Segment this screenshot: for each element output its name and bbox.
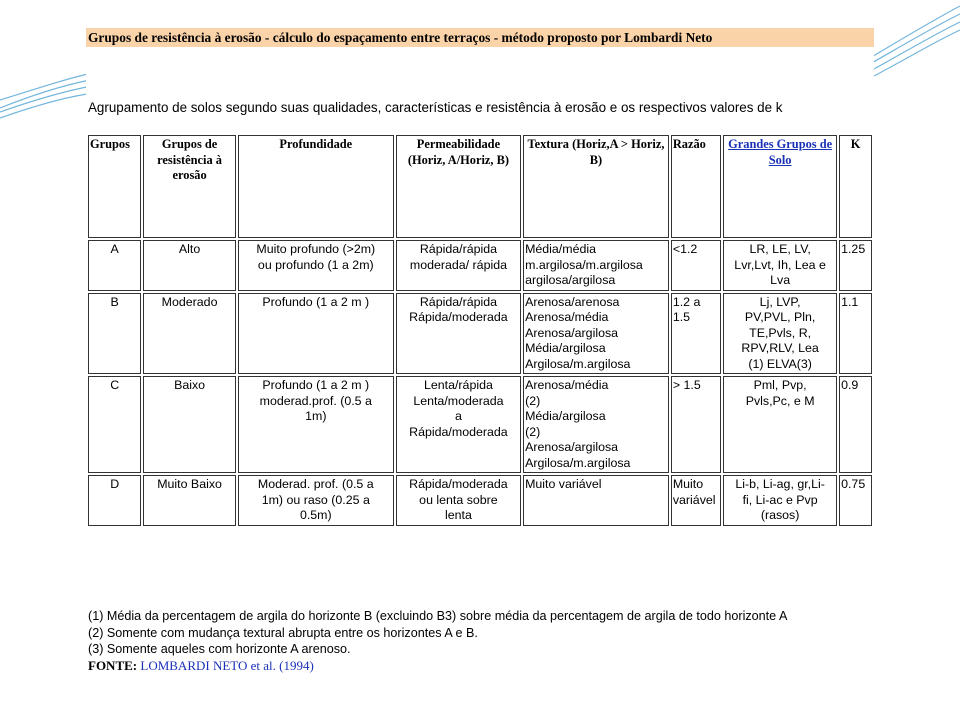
cell-permeabilidade bbox=[396, 240, 521, 291]
table-row bbox=[88, 475, 872, 526]
header-grandes-grupos bbox=[723, 135, 837, 238]
cell-razao-line: 1.5 bbox=[672, 310, 691, 324]
source-label: FONTE: bbox=[88, 657, 138, 673]
cell-textura-line: Muito variável bbox=[525, 477, 602, 491]
cell-k: 1.25 bbox=[839, 240, 872, 291]
cell-grandes-grupos-line: Li-b, Li-ag, gr,Li- bbox=[735, 477, 825, 491]
cell-profundidade-line: 1m) ou raso (0.25 a bbox=[261, 492, 370, 507]
cell-permeabilidade-line: Lenta/moderada bbox=[413, 393, 504, 408]
header-textura: Textura (Horiz,A > Horiz, B) bbox=[523, 135, 669, 238]
cell-resistencia: Baixo bbox=[143, 376, 235, 473]
header-k: K bbox=[839, 135, 872, 238]
cell-grandes-grupos-line: TE,Pvls, R, bbox=[749, 325, 812, 340]
cell-profundidade bbox=[238, 293, 394, 375]
cell-grupo: C bbox=[88, 376, 141, 473]
cell-profundidade bbox=[238, 475, 394, 526]
header-resistencia: Grupos de resistência à erosão bbox=[143, 135, 235, 238]
footnote-2: (2) Somente com mudança textural abrupta entre os horizontes A e B. bbox=[88, 625, 478, 640]
cell-permeabilidade bbox=[396, 293, 521, 375]
cell-textura bbox=[523, 475, 669, 526]
header-profundidade: Profundidade bbox=[238, 135, 394, 238]
cell-profundidade-line: 0.5m) bbox=[299, 508, 332, 522]
cell-profundidade bbox=[238, 240, 394, 291]
cell-textura-line: (2) bbox=[525, 393, 541, 408]
cell-textura-line: Arenosa/média bbox=[525, 310, 609, 324]
cell-profundidade-line: ou profundo (1 a 2m) bbox=[257, 257, 374, 272]
cell-textura-line: Argilosa/m.argilosa bbox=[525, 356, 631, 371]
table-row bbox=[88, 240, 872, 291]
cell-textura-line: Argilosa/m.argilosa bbox=[525, 455, 631, 470]
cell-resistencia: Muito Baixo bbox=[143, 475, 235, 526]
cell-textura-line: Arenosa/argilosa bbox=[525, 440, 619, 454]
cell-grandes-grupos bbox=[723, 293, 837, 375]
cell-permeabilidade-line: moderada/ rápida bbox=[409, 257, 507, 272]
cell-k: 0.75 bbox=[839, 475, 872, 526]
cell-grandes-grupos-line: (1) ELVA(3) bbox=[748, 356, 812, 371]
document-title: Grupos de resistência à erosão - cálculo do espaçamento entre terraços - método proposto por Lombardi Neto bbox=[86, 28, 874, 47]
cell-grandes-grupos-line: (rasos) bbox=[760, 508, 800, 522]
cell-profundidade-line: moderad.prof. (0.5 a bbox=[259, 393, 372, 408]
cell-permeabilidade-line: a bbox=[454, 409, 462, 423]
cell-grandes-grupos-line: RPV,RLV, Lea bbox=[741, 341, 819, 355]
cell-grandes-grupos-line: Pml, Pvp, bbox=[753, 378, 807, 392]
cell-textura-line: m.argilosa/m.argilosa bbox=[525, 257, 643, 272]
cell-razao-line: Muito bbox=[672, 477, 704, 491]
cell-grandes-grupos bbox=[723, 376, 837, 473]
cell-profundidade-line: Profundo (1 a 2 m ) bbox=[262, 378, 370, 392]
cell-permeabilidade-line: Rápida/moderada bbox=[409, 424, 508, 439]
header-razao: Razão bbox=[671, 135, 721, 238]
cell-textura-line: Arenosa/argilosa bbox=[525, 325, 619, 340]
header-permeabilidade: Permeabilidade (Horiz, A/Horiz, B) bbox=[396, 135, 521, 238]
intro-text: Agrupamento de solos segundo suas qualidades, características e resistência à erosão e os respectivos valores de k bbox=[88, 100, 783, 115]
cell-textura bbox=[523, 293, 669, 375]
source-line bbox=[88, 658, 872, 674]
cell-permeabilidade bbox=[396, 475, 521, 526]
cell-textura bbox=[523, 376, 669, 473]
cell-grandes-grupos-line: Lj, LVP, bbox=[759, 294, 801, 309]
cell-textura-line: Média/argilosa bbox=[525, 341, 606, 355]
soil-groups-table bbox=[86, 133, 874, 528]
cell-profundidade-line: 1m) bbox=[305, 409, 327, 423]
footnote-3: (3) Somente aqueles com horizonte A arenoso. bbox=[88, 642, 351, 657]
cell-permeabilidade-line: lenta bbox=[445, 508, 472, 522]
table-header-row bbox=[88, 135, 872, 238]
document-panel bbox=[86, 28, 874, 690]
cell-razao bbox=[671, 293, 721, 375]
cell-grandes-grupos-line: PV,PVL, Pln, bbox=[744, 310, 816, 324]
table-body bbox=[88, 240, 872, 526]
cell-textura-line: (2) bbox=[525, 424, 541, 439]
table-row bbox=[88, 293, 872, 375]
cell-profundidade-line: Profundo (1 a 2 m ) bbox=[262, 294, 370, 309]
cell-permeabilidade bbox=[396, 376, 521, 473]
cell-permeabilidade-line: Rápida/rápida bbox=[419, 242, 498, 256]
cell-profundidade-line: Muito profundo (>2m) bbox=[256, 242, 376, 256]
cell-grupo: D bbox=[88, 475, 141, 526]
cell-textura-line: Média/média bbox=[525, 242, 597, 256]
footnote-1: (1) Média da percentagem de argila do horizonte B (excluindo B3) sobre média da percentagem de argila de todo horizonte A bbox=[88, 609, 788, 623]
cell-k: 0.9 bbox=[839, 376, 872, 473]
cell-profundidade-line: Moderad. prof. (0.5 a bbox=[257, 477, 374, 491]
cell-razao bbox=[671, 376, 721, 473]
cell-textura-line: Média/argilosa bbox=[525, 409, 606, 423]
cell-resistencia: Moderado bbox=[143, 293, 235, 375]
cell-textura-line: Arenosa/arenosa bbox=[525, 294, 620, 309]
cell-grandes-grupos-line: Lvr,Lvt, Ih, Lea e bbox=[734, 257, 826, 272]
cell-grandes-grupos-line: LR, LE, LV, bbox=[749, 242, 811, 256]
footnotes bbox=[88, 608, 872, 674]
cell-grandes-grupos-line: fi, Li-ac e Pvp bbox=[742, 492, 818, 507]
cell-grandes-grupos-line: Lva bbox=[770, 273, 791, 287]
cell-razao-line: <1.2 bbox=[672, 242, 698, 256]
cell-grandes-grupos bbox=[723, 240, 837, 291]
cell-razao-line: 1.2 a bbox=[672, 294, 701, 309]
grandes-grupos-link[interactable]: Grandes Grupos de Solo bbox=[728, 137, 833, 167]
cell-razao-line: variável bbox=[672, 492, 716, 507]
cell-resistencia: Alto bbox=[143, 240, 235, 291]
cell-grandes-grupos-line: Pvls,Pc, e M bbox=[745, 393, 815, 408]
cell-razao bbox=[671, 475, 721, 526]
cell-grandes-grupos bbox=[723, 475, 837, 526]
table-row bbox=[88, 376, 872, 473]
cell-textura-line: Arenosa/média bbox=[525, 378, 609, 392]
cell-permeabilidade-line: ou lenta sobre bbox=[419, 492, 498, 507]
cell-grupo: B bbox=[88, 293, 141, 375]
cell-permeabilidade-line: Rápida/moderada bbox=[409, 477, 508, 491]
cell-textura-line: argilosa/argilosa bbox=[525, 273, 616, 287]
cell-textura bbox=[523, 240, 669, 291]
source-reference-link[interactable]: LOMBARDI NETO et al. (1994) bbox=[140, 657, 314, 673]
cell-permeabilidade-line: Lenta/rápida bbox=[423, 378, 493, 392]
cell-k: 1.1 bbox=[839, 293, 872, 375]
cell-permeabilidade-line: Rápida/rápida bbox=[419, 294, 498, 309]
header-grupos: Grupos bbox=[88, 135, 141, 238]
cell-permeabilidade-line: Rápida/moderada bbox=[409, 310, 508, 324]
cell-profundidade bbox=[238, 376, 394, 473]
cell-grupo: A bbox=[88, 240, 141, 291]
cell-razao bbox=[671, 240, 721, 291]
cell-razao-line: > 1.5 bbox=[672, 378, 701, 392]
